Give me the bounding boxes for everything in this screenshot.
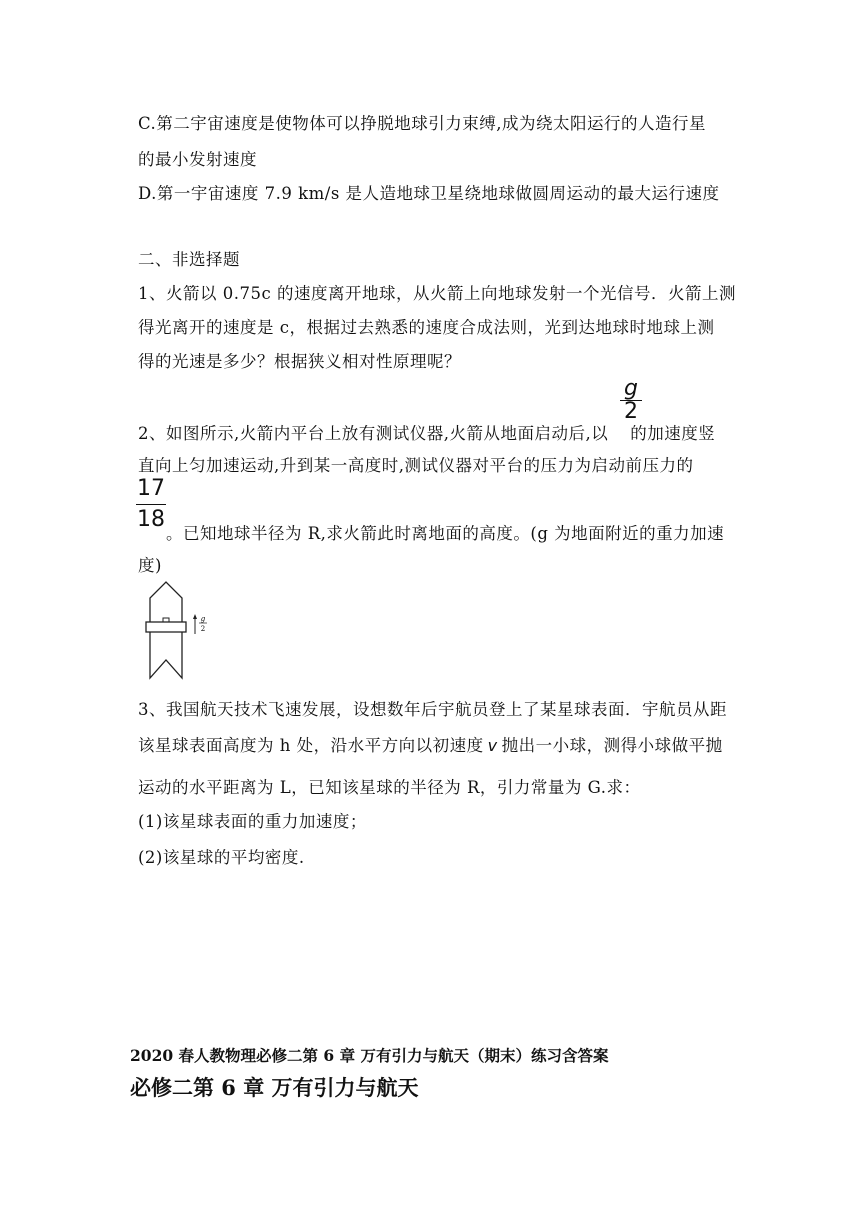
q2-fraction-17-over-18: 17 18 — [137, 476, 165, 532]
q2-line1: 2、如图所示,火箭内平台上放有测试仪器,火箭从地面启动后,以 的加速度竖 — [138, 424, 716, 443]
q2-fraction-g-over-2: g 2 — [620, 378, 642, 423]
rocket-platform — [146, 622, 186, 632]
footer-title: 2020 春人教物理必修二第 6 章 万有引力与航天（期末）练习含答案 — [130, 1046, 609, 1065]
q2-line4: 度) — [138, 556, 162, 575]
option-d: D.第一宇宙速度 7.9 km/s 是人造地球卫星绕地球做圆周运动的最大运行速度 — [138, 184, 720, 203]
rocket-nose — [150, 582, 182, 622]
q3-line2: 该星球表面高度为 h 处，沿水平方向以初速度 v 抛出一小球，测得小球做平抛 — [138, 736, 723, 755]
q3-line1: 3、我国航天技术飞速发展，设想数年后宇航员登上了某星球表面．宇航员从距 — [138, 700, 727, 719]
q1-line3: 得的光速是多少？根据狭义相对性原理呢？ — [138, 352, 461, 371]
rocket-figure — [140, 578, 220, 682]
q1-line1: 1、火箭以 0.75c 的速度离开地球，从火箭上向地球发射一个光信号．火箭上测 — [138, 284, 736, 303]
q1-line2: 得光离开的速度是 c，根据过去熟悉的速度合成法则，光到达地球时地球上测 — [138, 318, 715, 337]
figure-label-den: 2 — [200, 625, 206, 633]
q2-line2: 直向上匀加速运动,升到某一高度时,测试仪器对平台的压力为启动前压力的 — [138, 456, 694, 475]
section-heading: 二、非选择题 — [138, 250, 240, 269]
chapter-title: 必修二第 6 章 万有引力与航天 — [130, 1075, 419, 1100]
figure-label-num: g — [200, 615, 206, 623]
arrow-head — [193, 614, 197, 619]
rocket-tail — [150, 632, 182, 678]
q3-line3: 运动的水平距离为 L，已知该星球的半径为 R，引力常量为 G.求： — [138, 778, 641, 797]
q2-line3: 。已知地球半径为 R,求火箭此时离地面的高度。(g 为地面附近的重力加速 — [166, 524, 725, 543]
option-c-line1: C.第二宇宙速度是使物体可以挣脱地球引力束缚,成为绕太阳运行的人造行星 — [138, 114, 707, 133]
q3-sub2: (2)该星球的平均密度. — [138, 848, 305, 867]
q3-sub1: (1)该星球表面的重力加速度； — [138, 812, 367, 831]
option-c-line2: 的最小发射速度 — [138, 150, 257, 169]
